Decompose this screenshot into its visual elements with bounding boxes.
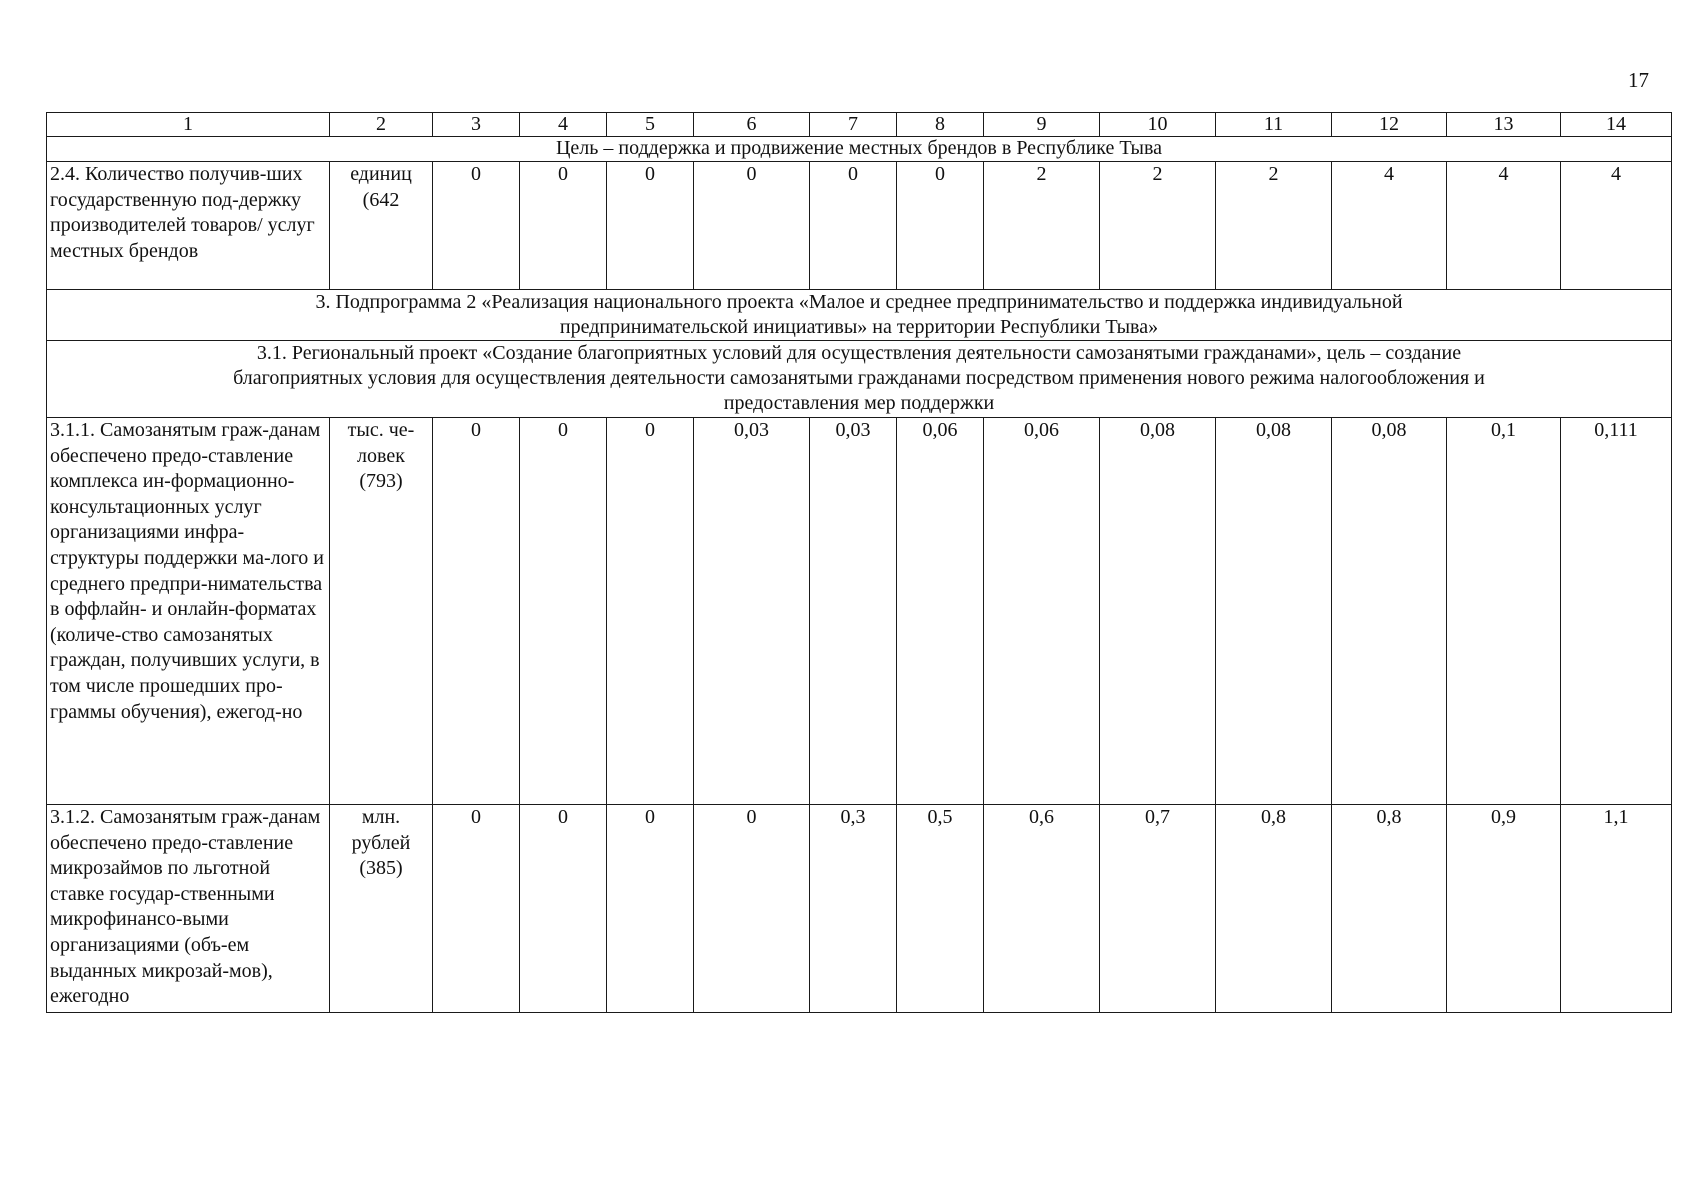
indicator-name: 2.4. Количество получив-ших государственную под-держку производителей товаров/ услуг местных брендов — [47, 162, 330, 290]
column-number: 2 — [330, 113, 433, 137]
value-cell: 0,08 — [1100, 418, 1216, 805]
goal-heading: Цель – поддержка и продвижение местных брендов в Республике Тыва — [47, 137, 1672, 162]
indicator-name: 3.1.2. Самозанятым граж-данам обеспечено предо-ставление микрозаймов по льготной ставке государ-ственными микрофинансо-выми организациями (объ-ем выданных микрозай-мов), ежегодно — [47, 805, 330, 1013]
value-cell: 2 — [1216, 162, 1332, 290]
column-number-row — [47, 113, 1672, 137]
table-row — [47, 418, 1672, 805]
page-number: 17 — [1628, 68, 1649, 92]
subprogram-row — [47, 290, 1672, 341]
value-cell: 0,8 — [1332, 805, 1447, 1013]
indicator-unit: единиц (642 — [330, 162, 433, 290]
value-cell: 0 — [897, 162, 984, 290]
value-cell: 0 — [433, 418, 520, 805]
value-cell: 0 — [520, 805, 607, 1013]
value-cell: 0,6 — [984, 805, 1100, 1013]
value-cell: 0,7 — [1100, 805, 1216, 1013]
column-number: 8 — [897, 113, 984, 137]
value-cell: 0,1 — [1447, 418, 1561, 805]
table-row — [47, 162, 1672, 290]
value-cell: 0,9 — [1447, 805, 1561, 1013]
column-number: 7 — [810, 113, 897, 137]
regional-project-row — [47, 341, 1672, 418]
value-cell: 4 — [1332, 162, 1447, 290]
column-number: 5 — [607, 113, 694, 137]
value-cell: 0,111 — [1561, 418, 1672, 805]
value-cell: 0,08 — [1216, 418, 1332, 805]
indicator-name: 3.1.1. Самозанятым граж-данам обеспечено предо-ставление комплекса ин-формационно-консультационных услуг организациями инфра-структуры поддержки ма-лого и среднего предпри-нимательства в оффлайн- и онлайн-форматах (количе-ство самозанятых граждан, получивших услуги, в том числе прошедших про-граммы обучения), ежегод-но — [47, 418, 330, 805]
value-cell: 0 — [433, 805, 520, 1013]
value-cell: 0,03 — [694, 418, 810, 805]
value-cell: 0 — [607, 805, 694, 1013]
value-cell: 2 — [1100, 162, 1216, 290]
value-cell: 0 — [433, 162, 520, 290]
column-number: 11 — [1216, 113, 1332, 137]
indicator-unit: тыс. че-ловек (793) — [330, 418, 433, 805]
value-cell: 0 — [607, 162, 694, 290]
subprogram-heading: 3. Подпрограмма 2 «Реализация национального проекта «Малое и среднее предпринимательство и поддержка индивидуальной предпринимательской инициативы» на территории Республики Тыва» — [47, 290, 1672, 341]
value-cell: 0 — [607, 418, 694, 805]
value-cell: 0 — [520, 162, 607, 290]
column-number: 10 — [1100, 113, 1216, 137]
column-number: 13 — [1447, 113, 1561, 137]
column-number: 4 — [520, 113, 607, 137]
goal-row — [47, 137, 1672, 162]
column-number: 12 — [1332, 113, 1447, 137]
value-cell: 0 — [520, 418, 607, 805]
value-cell: 0,3 — [810, 805, 897, 1013]
value-cell: 4 — [1561, 162, 1672, 290]
value-cell: 0,06 — [897, 418, 984, 805]
value-cell: 0,5 — [897, 805, 984, 1013]
value-cell: 0,08 — [1332, 418, 1447, 805]
value-cell: 2 — [984, 162, 1100, 290]
value-cell: 0 — [810, 162, 897, 290]
column-number: 6 — [694, 113, 810, 137]
value-cell: 4 — [1447, 162, 1561, 290]
indicator-unit: млн. рублей (385) — [330, 805, 433, 1013]
value-cell: 0,8 — [1216, 805, 1332, 1013]
indicators-table — [46, 112, 1672, 1013]
value-cell: 0,06 — [984, 418, 1100, 805]
value-cell: 1,1 — [1561, 805, 1672, 1013]
value-cell: 0 — [694, 162, 810, 290]
value-cell: 0,03 — [810, 418, 897, 805]
regional-project-heading: 3.1. Региональный проект «Создание благоприятных условий для осуществления деятельности самозанятыми гражданами», цель – создание благоприятных условия для осуществления деятельности самозанятыми гражданами посредством применения нового режима налогообложения и предоставления мер поддержки — [47, 341, 1672, 418]
table-row — [47, 805, 1672, 1013]
column-number: 1 — [47, 113, 330, 137]
value-cell: 0 — [694, 805, 810, 1013]
column-number: 3 — [433, 113, 520, 137]
column-number: 9 — [984, 113, 1100, 137]
column-number: 14 — [1561, 113, 1672, 137]
